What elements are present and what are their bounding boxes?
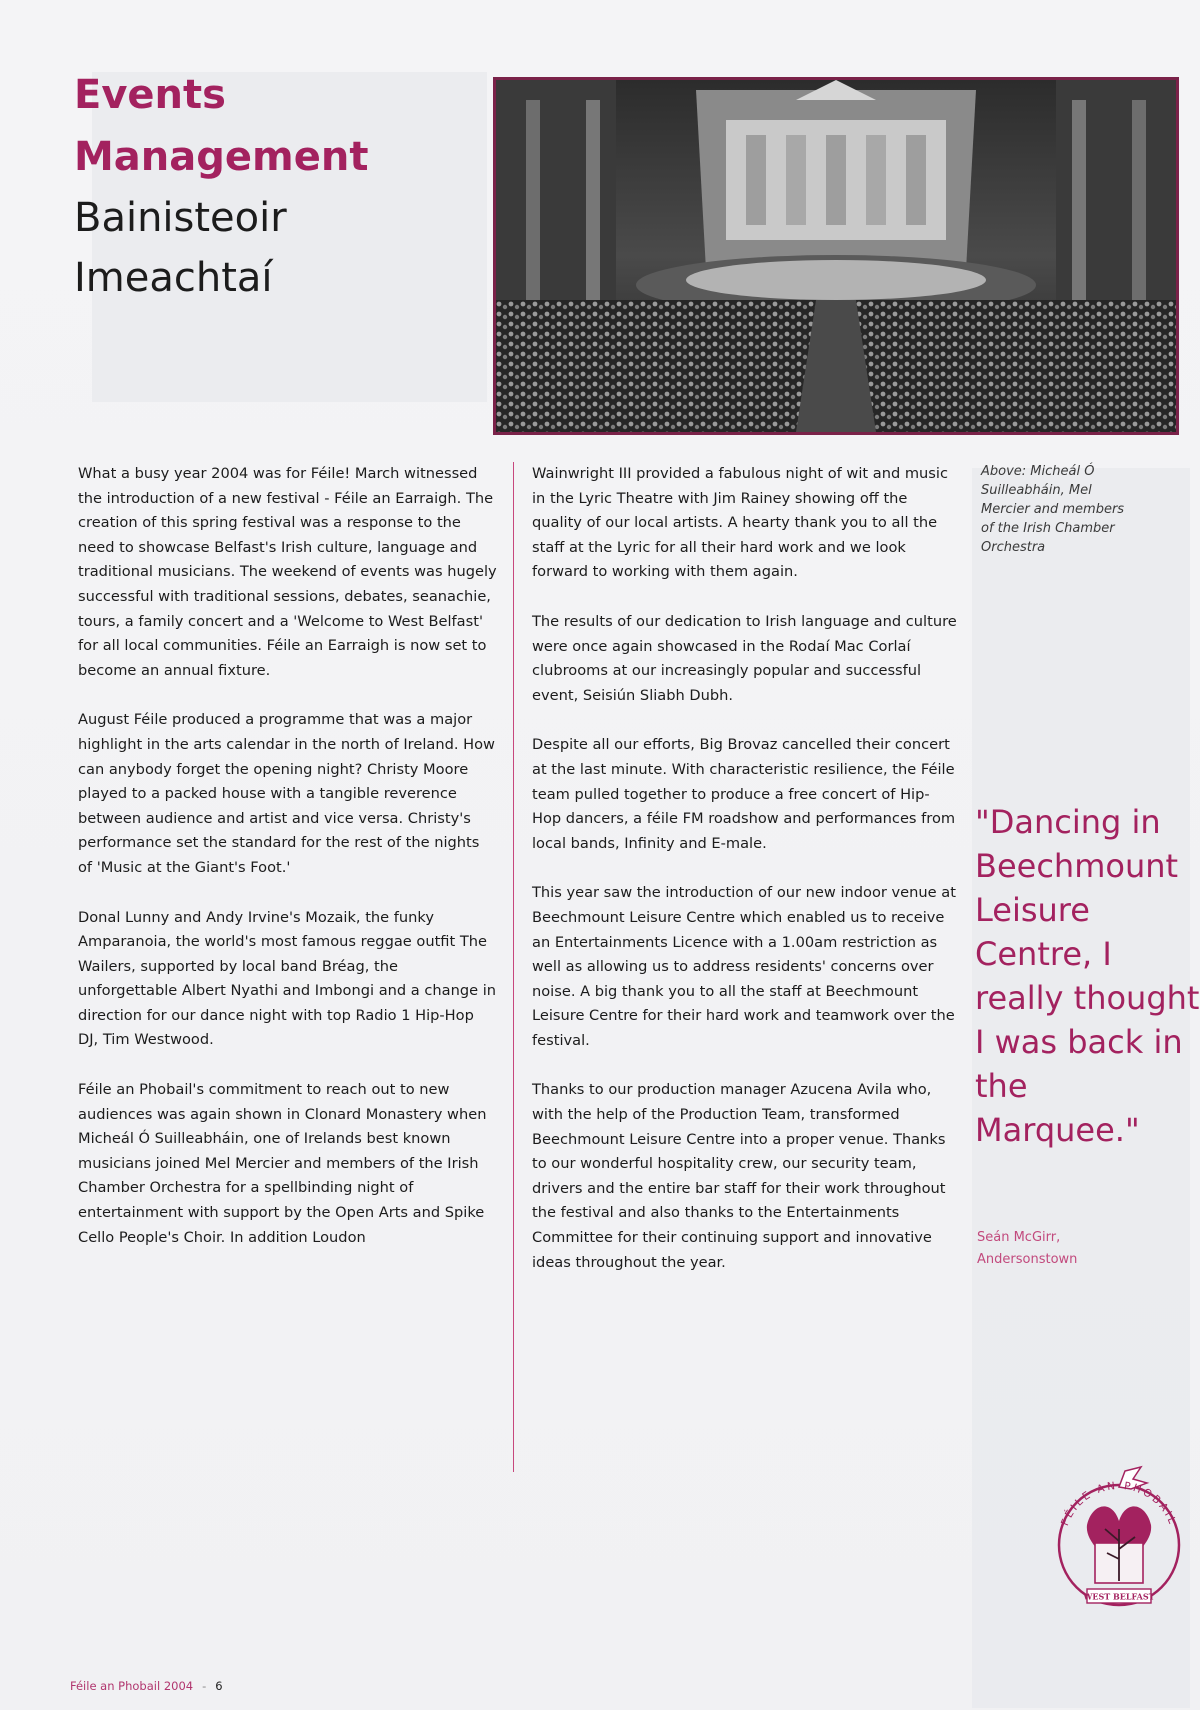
title-english-line2: Management xyxy=(74,134,369,180)
quote-attribution xyxy=(977,1227,1077,1271)
paragraph: August Féile produced a programme that was a major highlight in the arts calendar in the north of Ireland. How can anybody forget the opening night? Christy Moore played to a packed house with a tangible reverence between audience and artist and vice versa. Christy's performance set the standard for the rest of the nights of 'Music at the Giant's Foot.' xyxy=(78,711,495,876)
title-irish-line1: Bainisteoir xyxy=(74,195,287,241)
paragraph: What a busy year 2004 was for Féile! March witnessed the introduction of a new festival - Féile an Earraigh. The creation of this spring festival was a response to the need to showcase Belfast's Irish culture, language and traditional musicians. The weekend of events was hugely successful with traditional sessions, debates, seanachie, tours, a family concert and a 'Welcome to West Belfast' for all local communities. Féile an Earraigh is now set to become an annual fixture. xyxy=(78,465,497,679)
footer-publication: Féile an Phobail 2004 xyxy=(70,1679,194,1693)
paragraph: Thanks to our production manager Azucena Avila who, with the help of the Production Team, transformed Beechmount Leisure Centre into a proper venue. Thanks to our wonderful hospitality crew, our security team, drivers and the entire bar staff for their work throughout the festival and also thanks to the Entertainments Committee for their continuing support and innovative ideas throughout the year. xyxy=(532,1081,946,1271)
feile-logo xyxy=(1047,1463,1190,1618)
photo-caption: Above: Micheál Ó Suilleabháin, Mel Mercier and members of the Irish Chamber Orchestra xyxy=(981,464,1125,555)
concert-photo-image xyxy=(496,80,1176,432)
title-irish-line2: Imeachtaí xyxy=(74,255,273,301)
paragraph: The results of our dedication to Irish language and culture were once again showcased in the Rodaí Mac Corlaí clubrooms at our increasingly popular and successful event, Seisiún Sliabh Dubh. xyxy=(532,612,957,704)
logo-arc-text: FÉILE AN PHOBAIL xyxy=(1059,1479,1179,1528)
column-divider xyxy=(513,462,514,1472)
title-english-line1: Events xyxy=(74,72,226,118)
article-column-1 xyxy=(78,462,498,1275)
paragraph: Despite all our efforts, Big Brovaz cancelled their concert at the last minute. With characteristic resilience, the Féile team pulled together to produce a free concert of Hip-Hop dancers, a féile FM roadshow and performances from local bands, Infinity and E-male. xyxy=(532,736,956,852)
page-footer xyxy=(70,1679,223,1693)
article-column-2 xyxy=(532,462,957,1300)
page-title xyxy=(74,64,474,308)
paragraph: Donal Lunny and Andy Irvine's Mozaik, the funky Amparanoia, the world's most famous reggae outfit The Wailers, supported by local band Bréag, the unforgettable Albert Nyathi and Imbongi and a change in direction for our dance night with top Radio 1 Hip-Hop DJ, Tim Westwood. xyxy=(78,908,497,1049)
feile-logo-icon xyxy=(1047,1463,1190,1618)
attribution-place: Andersonstown xyxy=(977,1252,1078,1267)
logo-banner-text: WEST BELFAST xyxy=(1083,1591,1155,1602)
concert-photo xyxy=(493,77,1179,435)
paragraph: Féile an Phobail's commitment to reach out to new audiences was again shown in Clonard Monastery when Micheál Ó Suilleabháin, one of Irelands best known musicians joined Mel Mercier and members of the Irish Chamber Orchestra for a spellbinding night of entertainment with support by the Open Arts and Spike Cello People's Choir. In addition Loudon xyxy=(78,1081,487,1246)
paragraph: Wainwright III provided a fabulous night of wit and music in the Lyric Theatre with Jim Rainey showing off the quality of our local artists. A hearty thank you to all the staff at the Lyric for all their hard work and we look forward to working with them again. xyxy=(532,465,948,581)
pull-quote: "Dancing in Beechmount Leisure Centre, I really thought I was back in the Marquee." xyxy=(975,803,1200,1149)
attribution-name: Seán McGirr, xyxy=(977,1230,1061,1245)
footer-separator: - xyxy=(202,1679,207,1693)
page-number: 6 xyxy=(215,1679,223,1693)
paragraph: This year saw the introduction of our new indoor venue at Beechmount Leisure Centre which enabled us to receive an Entertainments Licence with a 1.00am restriction as well as allowing us to address residents' concerns over noise. A big thank you to all the staff at Beechmount Leisure Centre for their hard work and teamwork over the festival. xyxy=(532,884,956,1049)
